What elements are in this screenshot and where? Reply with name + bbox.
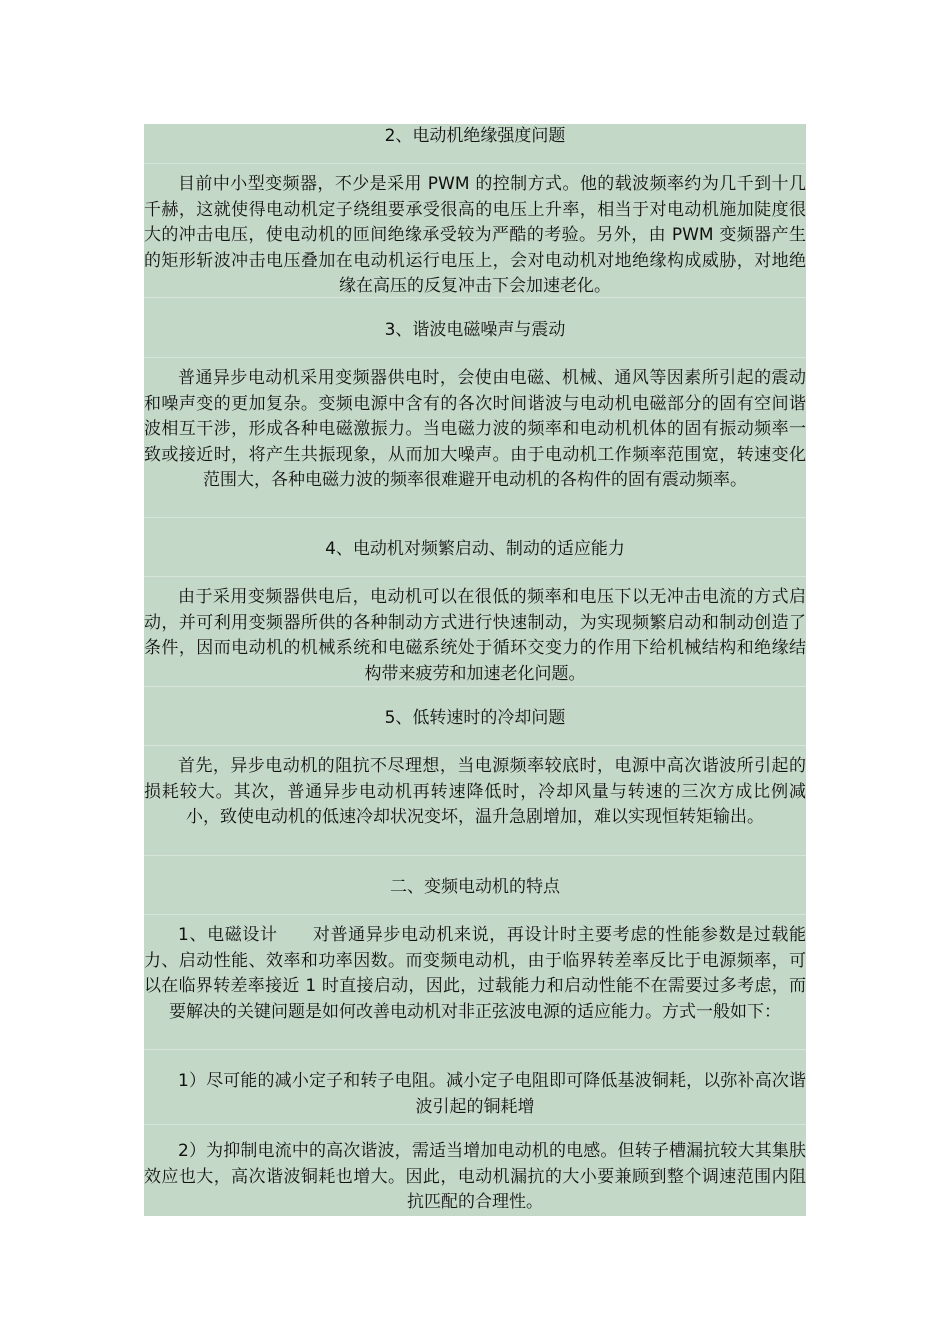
divider: [144, 517, 806, 518]
divider: [144, 163, 806, 164]
divider: [144, 1124, 806, 1125]
section-heading-5: 5、低转速时的冷却问题: [384, 708, 566, 728]
section-heading-2: 2、电动机绝缘强度问题: [384, 126, 566, 146]
divider: [144, 745, 806, 746]
list-item-2: 2）为抑制电流中的高次谐波，需适当增加电动机的电感。但转子槽漏抗较大其集肤效应也大，高次谐波铜耗也增大。因此，电动机漏抗的大小要兼顾到整个调速范围内阻抗匹配的合理性。: [144, 1141, 806, 1213]
list-item-1: 1）尽可能的减小定子和转子电阻。减小定子电阻即可降低基波铜耗，以弥补高次谐波引起的铜耗增: [178, 1071, 806, 1117]
section-heading-features: 二、变频电动机的特点: [390, 877, 560, 897]
document-panel: [144, 124, 806, 1216]
section-body-5: 首先，异步电动机的阻抗不尽理想，当电源频率较底时，电源中高次谐波所引起的损耗较大。其次，普通异步电动机再转速降低时，冷却风量与转速的三次方成比例减小，致使电动机的低速冷却状况变坏，温升急剧增加，难以实现恒转矩输出。: [144, 756, 806, 828]
divider: [144, 1049, 806, 1050]
section-body-3: 普通异步电动机采用变频器供电时，会使由电磁、机械、通风等因素所引起的震动和噪声变的更加复杂。变频电源中含有的各次时间谐波与电动机电磁部分的固有空间谐波相互干涉，形成各种电磁激振力。当电磁力波的频率和电动机机体的固有振动频率一致或接近时，将产生共振现象，从而加大噪声。由于电动机工作频率范围宽，转速变化范围大，各种电磁力波的频率很难避开电动机的各构件的固有震动频率。: [144, 368, 806, 491]
section-body-2: 目前中小型变频器，不少是采用 PWM 的控制方式。他的载波频率约为几千到十几千赫，这就使得电动机定子绕组要承受很高的电压上升率，相当于对电动机施加陡度很大的冲击电压，使电动机的匝间绝缘承受较为严酷的考验。另外，由 PWM 变频器产生的矩形斩波冲击电压叠加在电动机运行电压上，会对电动机对地绝缘构成威胁，对地绝缘在高压的反复冲击下会加速老化。: [144, 174, 806, 297]
section-body-features: 1、电磁设计 对普通异步电动机来说，再设计时主要考虑的性能参数是过载能力、启动性能、效率和功率因数。而变频电动机，由于临界转差率反比于电源频率，可以在临界转差率接近 1 时直接启动，因此，过载能力和启动性能不在需要过多考虑，而要解决的关键问题是如何改善电动机对非正弦波电源的适应能力。方式一般如下：: [144, 925, 806, 1022]
section-heading-4: 4、电动机对频繁启动、制动的适应能力: [325, 539, 625, 559]
section-heading-3: 3、谐波电磁噪声与震动: [384, 320, 566, 340]
divider: [144, 297, 806, 298]
divider: [144, 855, 806, 856]
section-body-4: 由于采用变频器供电后，电动机可以在很低的频率和电压下以无冲击电流的方式启动，并可利用变频器所供的各种制动方式进行快速制动，为实现频繁启动和制动创造了条件，因而电动机的机械系统和电磁系统处于循环交变力的作用下给机械结构和绝缘结构带来疲劳和加速老化问题。: [144, 587, 806, 684]
divider: [144, 576, 806, 577]
divider: [144, 357, 806, 358]
divider: [144, 914, 806, 915]
divider: [144, 686, 806, 687]
